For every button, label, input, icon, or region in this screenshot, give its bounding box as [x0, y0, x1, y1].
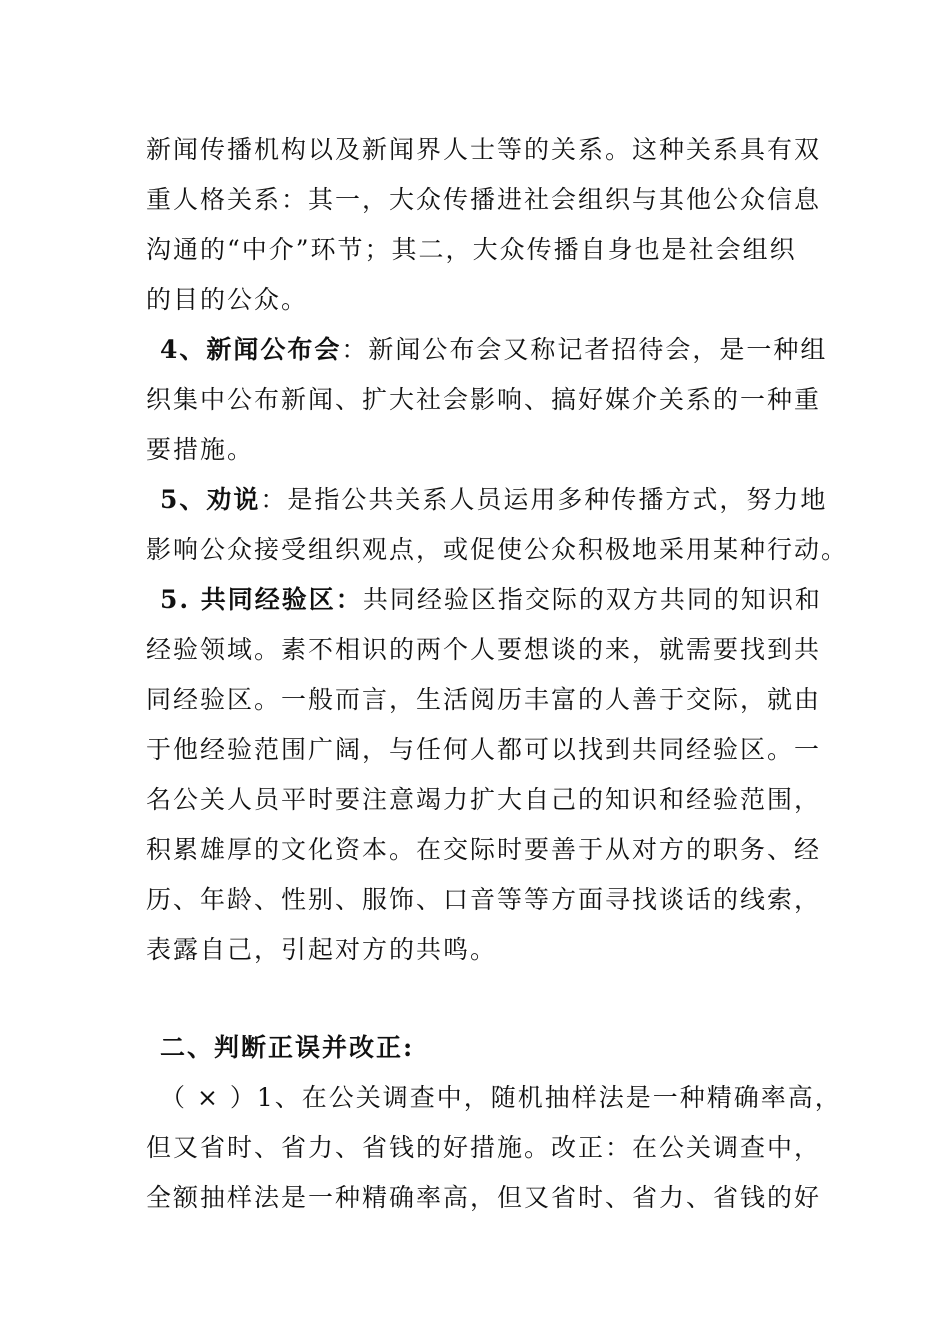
item5b-line-5: 名公关人员平时要注意竭力扩大自己的知识和经验范围， [146, 785, 822, 814]
item5b-line-4: 于他经验范围广阔，与任何人都可以找到共同经验区。一 [146, 735, 822, 764]
item5b-term: 5. 共同经验区： [160, 585, 363, 614]
q1-line-1: （ × ）1、在公关调查中，随机抽样法是一种精确率高， [160, 1083, 842, 1112]
item4-line-3: 要措施。 [146, 435, 255, 464]
item5b-line-3: 同经验区。一般而言，生活阅历丰富的人善于交际，就由 [146, 685, 822, 714]
item5a-first-rest: ：是指公共关系人员运用多种传播方式，努力地 [260, 485, 828, 514]
item5a-term: 5、劝说 [160, 485, 261, 514]
item5b-line-7: 历、年龄、性别、服饰、口音等等方面寻找谈话的线索， [146, 885, 822, 914]
item5b-line-6: 积累雄厚的文化资本。在交际时要善于从对方的职务、经 [146, 835, 822, 864]
item4-line-2: 织集中公布新闻、扩大社会影响、搞好媒介关系的一种重 [146, 385, 822, 414]
q1-line-3: 全额抽样法是一种精确率高，但又省时、省力、省钱的好 [146, 1183, 822, 1212]
para1-line-1: 新闻传播机构以及新闻界人士等的关系。这种关系具有双 [146, 135, 822, 164]
item5b-first-rest: 共同经验区指交际的双方共同的知识和 [362, 585, 822, 614]
item5a-line-2: 影响公众接受组织观点，或促使公众积极地采用某种行动。 [146, 535, 849, 564]
para1-line-4: 的目的公众。 [146, 285, 309, 314]
section2-heading: 二、判断正误并改正: [160, 1033, 415, 1062]
para1-line-3: 沟通的“中介”环节；其二，大众传播自身也是社会组织 [146, 235, 797, 264]
q1-line-2: 但又省时、省力、省钱的好措施。改正：在公关调查中， [146, 1133, 822, 1162]
item5a-first-line [160, 480, 840, 520]
item5b-first-line [160, 580, 840, 620]
item4-first-line [160, 330, 840, 370]
para1-line-2: 重人格关系：其一，大众传播进社会组织与其他公众信息 [146, 185, 822, 214]
item5b-line-8: 表露自己，引起对方的共鸣。 [146, 935, 498, 964]
item4-term: 4、新闻公布会 [160, 335, 342, 364]
item4-first-rest: ：新闻公布会又称记者招待会，是一种组 [341, 335, 828, 364]
item5b-line-2: 经验领域。素不相识的两个人要想谈的来，就需要找到共 [146, 635, 822, 664]
